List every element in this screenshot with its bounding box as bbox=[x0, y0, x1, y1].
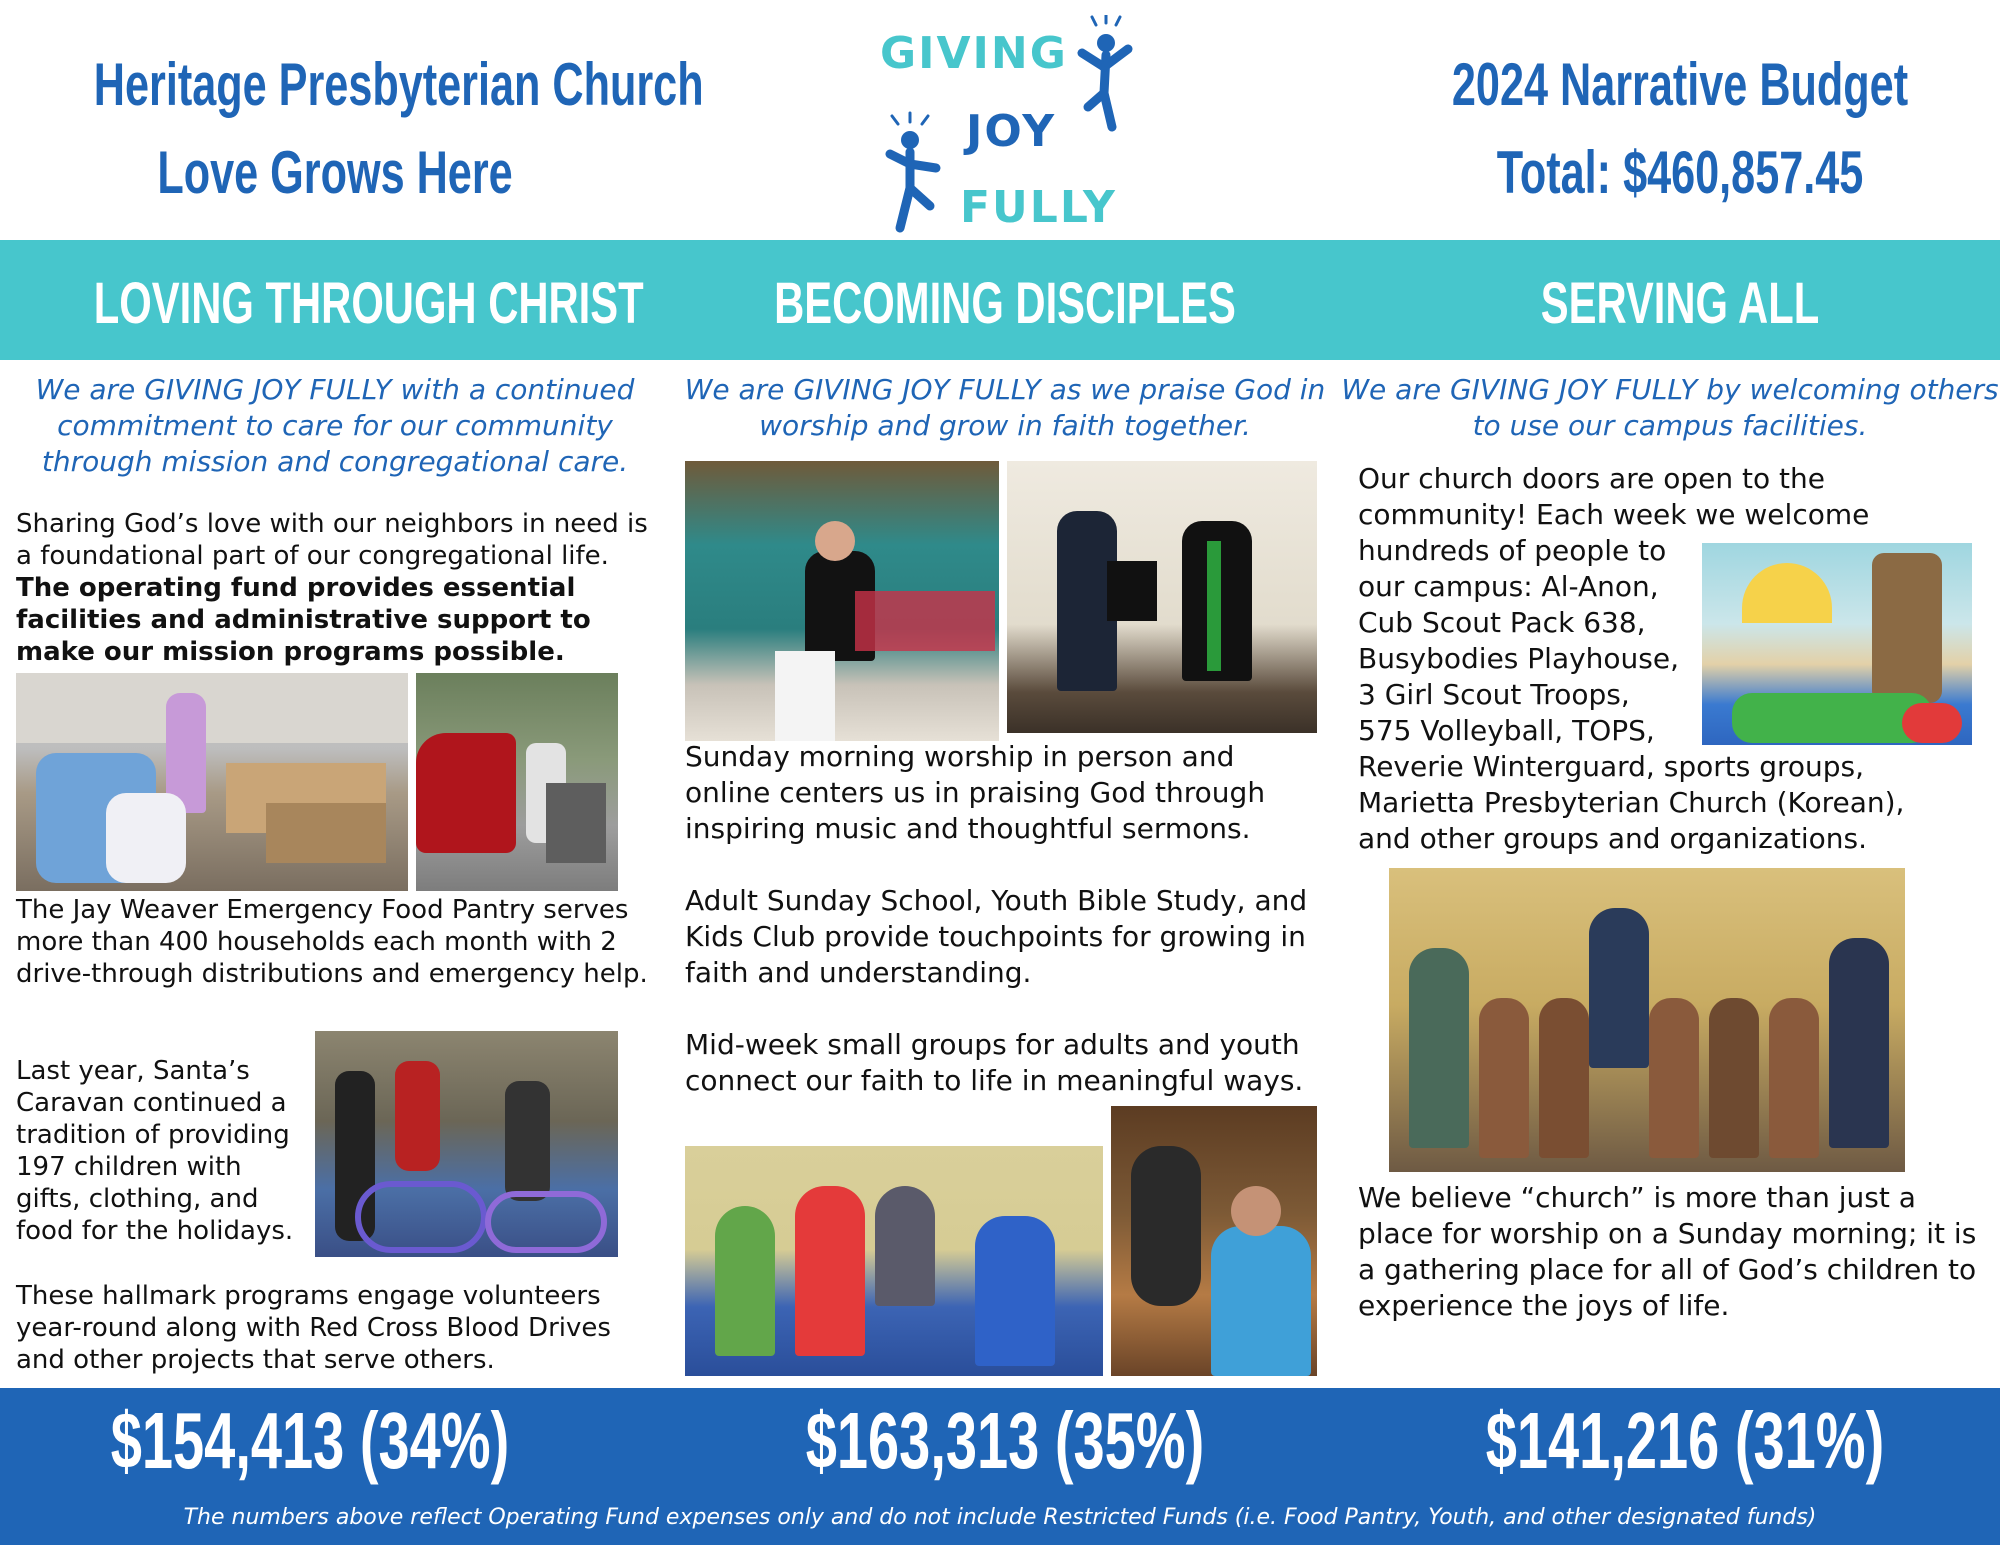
pillar-title-loving: LOVING THROUGH CHRIST bbox=[93, 271, 644, 336]
food-pantry-text: The Jay Weaver Emergency Food Pantry serves more than 400 households each month with 2 drive-through distributions and emergency help. bbox=[16, 895, 648, 989]
pastor-worship-photo bbox=[1007, 461, 1317, 733]
worship-text: Sunday morning worship in person and online centers us in praising God through inspiring music and thoughtful sermons. bbox=[685, 740, 1266, 845]
church-motto: Love Grows Here bbox=[157, 139, 513, 206]
campus-line: Busybodies Playhouse, bbox=[1358, 642, 1680, 675]
logo-word-fully: FULLY bbox=[960, 182, 1117, 233]
budget-title: 2024 Narrative Budget bbox=[1451, 51, 1909, 118]
amount-loving: $154,413 (34%) bbox=[110, 1396, 510, 1485]
girl-scouts-photo bbox=[1389, 868, 1905, 1172]
cheering-person-icon bbox=[880, 110, 950, 235]
hallmark-programs-text: These hallmark programs engage volunteers year-round along with Red Cross Blood Drives and other projects that serve others. bbox=[16, 1281, 611, 1375]
campus-line: our campus: Al-Anon, bbox=[1358, 570, 1659, 603]
food-delivery-photo bbox=[416, 673, 618, 891]
santa-caravan-photo bbox=[315, 1031, 618, 1257]
pillar-title-serving: SERVING ALL bbox=[1540, 271, 1820, 336]
santa-caravan-text: Last year, Santa’s Caravan continued a tradition of providing 197 children with gifts, clothing, and food for the holidays. bbox=[16, 1056, 294, 1246]
amount-serving: $141,216 (31%) bbox=[1485, 1396, 1885, 1485]
food-pantry-photo bbox=[16, 673, 408, 891]
intro-paragraph bbox=[16, 508, 656, 668]
giving-joy-fully-logo bbox=[860, 10, 1150, 235]
small-groups-text: Mid-week small groups for adults and youth connect our faith to life in meaningful ways. bbox=[685, 1028, 1304, 1097]
jumping-person-icon bbox=[1070, 15, 1140, 135]
tagline-serving: We are GIVING JOY FULLY by welcoming others to use our campus facilities. bbox=[1341, 373, 1999, 442]
campus-line: and other groups and organizations. bbox=[1358, 822, 1868, 855]
campus-line: Our church doors are open to the bbox=[1358, 462, 1825, 495]
campus-line: 3 Girl Scout Troops, bbox=[1358, 678, 1630, 711]
church-belief-text: We believe “church” is more than just a place for worship on a Sunday morning; it is a gathering place for all of God’s children to experience the joys of life. bbox=[1358, 1181, 1977, 1322]
campus-line: Reverie Winterguard, sports groups, bbox=[1358, 750, 1865, 783]
kids-club-photo bbox=[685, 1146, 1103, 1376]
campus-line: hundreds of people to bbox=[1358, 534, 1667, 567]
playhouse-photo bbox=[1702, 543, 1972, 745]
pillar-title-disciples: BECOMING DISCIPLES bbox=[774, 271, 1236, 336]
campus-line: 575 Volleyball, TOPS, bbox=[1358, 714, 1655, 747]
church-name: Heritage Presbyterian Church bbox=[93, 51, 704, 118]
campus-line: community! Each week we welcome bbox=[1358, 498, 1870, 531]
intro-text: Sharing God’s love with our neighbors in need is a foundational part of our congregational life. bbox=[16, 509, 648, 571]
budget-total: Total: $460,857.45 bbox=[1496, 139, 1864, 206]
amount-disciples: $163,313 (35%) bbox=[805, 1396, 1205, 1485]
logo-word-joy: JOY bbox=[966, 106, 1057, 157]
campus-line: Marietta Presbyterian Church (Korean), bbox=[1358, 786, 1905, 819]
footer-note: The numbers above reflect Operating Fund expenses only and do not include Restricted Funds (i.e. Food Pantry, Youth, and other designated funds) bbox=[183, 1505, 1817, 1530]
logo-word-giving: GIVING bbox=[880, 28, 1068, 79]
intro-bold-text: The operating fund provides essential facilities and administrative support to make our mission programs possible. bbox=[16, 573, 591, 667]
youth-group-photo bbox=[1111, 1106, 1317, 1376]
tagline-disciples: We are GIVING JOY FULLY as we praise God in worship and grow in faith together. bbox=[684, 373, 1326, 442]
sunday-school-text: Adult Sunday School, Youth Bible Study, and Kids Club provide touchpoints for growing in faith and understanding. bbox=[685, 884, 1308, 989]
campus-line: Cub Scout Pack 638, bbox=[1358, 606, 1646, 639]
tagline-loving: We are GIVING JOY FULLY with a continued commitment to care for our community through mission and congregational care. bbox=[35, 373, 635, 478]
choir-worship-photo bbox=[685, 461, 999, 741]
